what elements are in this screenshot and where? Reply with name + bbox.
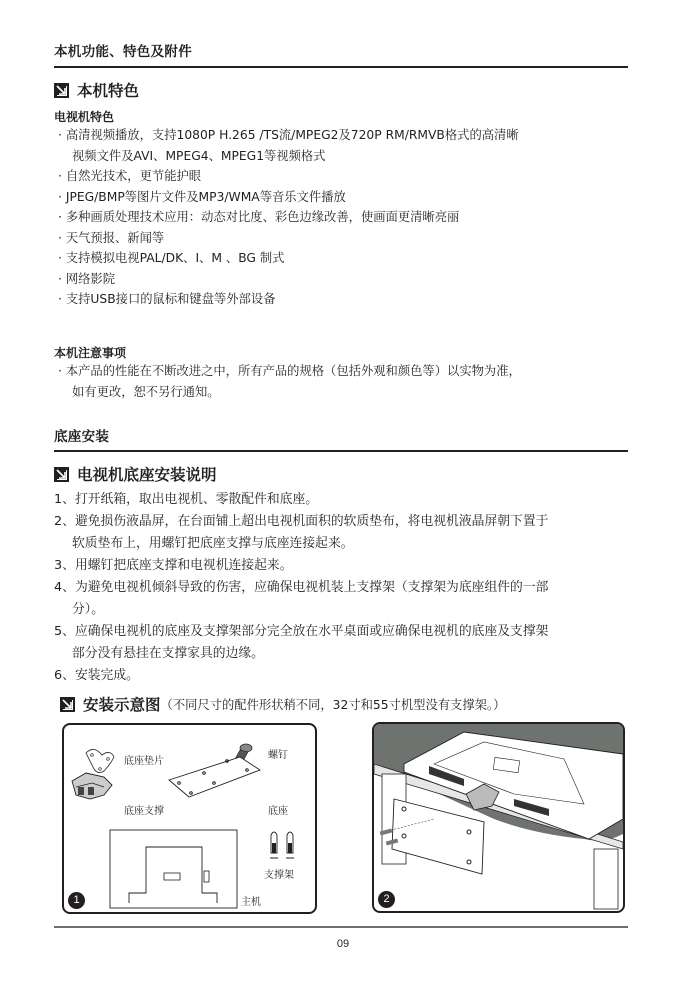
features-heading	[54, 79, 139, 101]
step-item: 1、打开纸箱，取出电视机、零散配件和底座。	[54, 492, 319, 507]
assembly-diagram-panel	[372, 722, 625, 913]
install-heading-text: 电视机底座安装说明	[77, 466, 217, 484]
diagram-note: （不同尺寸的配件形状稍不同，32寸和55寸机型没有支撑架。）	[160, 698, 506, 712]
feature-item: · 网络影院	[58, 271, 116, 286]
features-heading-text: 本机特色	[77, 82, 140, 100]
diagram-heading-text: 安装示意图	[83, 696, 161, 714]
notice-list	[58, 361, 521, 402]
feature-item: · 自然光技术，更节能护眼	[58, 169, 202, 183]
step-item: 6、安装完成。	[54, 668, 139, 683]
base-support-icon	[72, 773, 112, 799]
label-main-unit: 主机	[241, 897, 261, 908]
tv-features-label: 电视机特色	[54, 110, 115, 124]
notice-label: 本机注意事项	[54, 346, 127, 360]
section-title-base-install: 底座安装	[54, 429, 110, 445]
parts-diagram-panel	[62, 723, 317, 914]
step-item-cont: 部分没有悬挂在支撑家具的边缘。	[72, 646, 264, 661]
diagram-heading	[60, 693, 505, 715]
install-heading	[54, 463, 217, 485]
step-item: 4、为避免电视机倾斜导致的伤害，应确保电视机装上支撑架（支撑架为底座组件的一部	[54, 580, 549, 595]
label-base-support: 底座支撑	[124, 806, 164, 817]
step-number-badge: 2	[378, 891, 395, 908]
assembly-illustration	[374, 724, 623, 911]
page-number: 09	[336, 938, 350, 950]
base-icon	[169, 757, 260, 797]
arrow-box-icon	[54, 467, 69, 482]
arrow-box-icon	[54, 83, 69, 98]
notice-item: · 本产品的性能在不断改进之中，所有产品的规格（包括外观和颜色等）以实物为准，	[58, 364, 521, 378]
tv-features-list	[58, 125, 519, 310]
section-title-features: 本机功能、特色及附件	[54, 44, 192, 60]
feature-item: · 多种画质处理技术应用：动态对比度、彩色边缘改善，使画面更清晰亮丽	[58, 210, 460, 224]
install-steps	[54, 489, 548, 687]
step-number-badge: 1	[68, 892, 85, 909]
feature-item-cont: 视频文件及AVI、MPEG4、MPEG1等视频格式	[72, 148, 326, 163]
label-base: 底座	[268, 806, 288, 817]
base-pad-icon	[86, 749, 114, 772]
feature-item: · 支持模拟电视PAL/DK、I、M 、BG 制式	[58, 251, 285, 265]
feature-item: · 天气预报、新闻等	[58, 230, 165, 245]
footer-divider	[54, 926, 628, 928]
table-leg	[594, 849, 618, 909]
step-item-cont: 软质垫布上，用螺钉把底座支撑与底座连接起来。	[72, 536, 354, 551]
feature-item: · JPEG/BMP等图片文件及MP3/WMA等音乐文件播放	[58, 189, 346, 204]
tv-main-unit-icon	[110, 830, 237, 908]
notice-item-cont: 如有更改，恕不另行通知。	[72, 384, 220, 399]
label-screw: 螺钉	[268, 750, 288, 761]
section-divider	[54, 66, 628, 68]
stand-icon	[270, 832, 294, 858]
arrow-box-icon	[60, 697, 75, 712]
step-item: 5、应确保电视机的底座及支撑架部分完全放在水平桌面或应确保电视机的底座及支撑架	[54, 624, 549, 639]
feature-item: · 高清视频播放，支持1080P H.265 /TS流/MPEG2及720P RM/RMVB格式的高清晰	[58, 128, 519, 142]
step-item: 3、用螺钉把底座支撑和电视机连接起来。	[54, 558, 293, 573]
label-stand: 支撑架	[264, 870, 294, 881]
step-item: 2、避免损伤液晶屏，在台面铺上超出电视机面积的软质垫布，将电视机液晶屏朝下置于	[54, 514, 549, 529]
label-base-pad: 底座垫片	[124, 756, 164, 767]
feature-item: · 支持USB接口的鼠标和键盘等外部设备	[58, 292, 276, 306]
step-item-cont: 分）。	[72, 602, 104, 617]
section-divider	[54, 450, 628, 452]
